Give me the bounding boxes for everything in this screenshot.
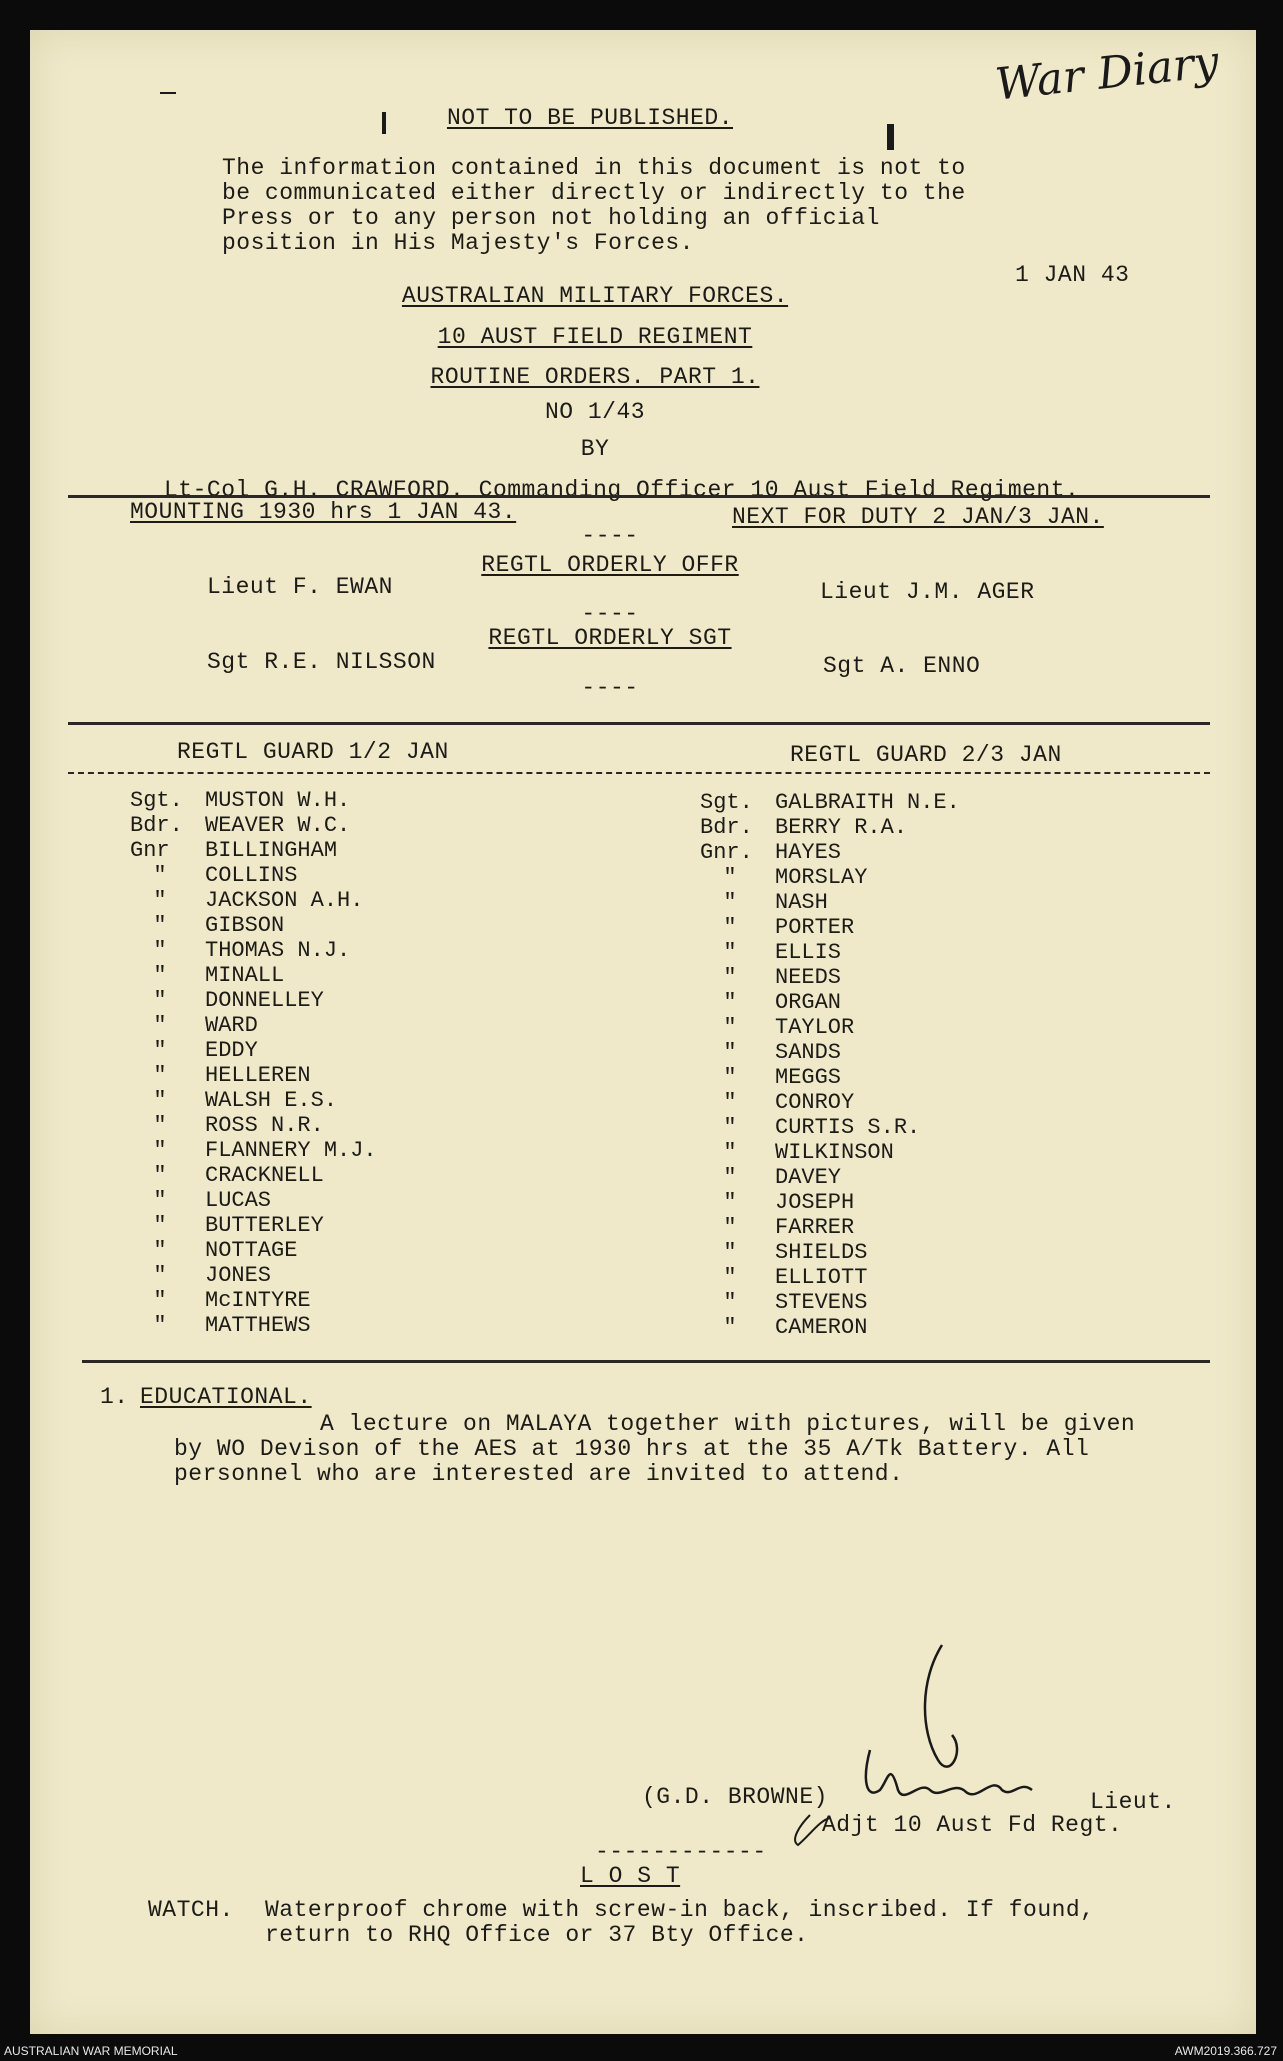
lost-heading: L O S T bbox=[580, 1863, 681, 1889]
name-cell: SHIELDS bbox=[775, 1240, 868, 1265]
name-cell: TAYLOR bbox=[775, 1015, 855, 1040]
name-cell: NEEDS bbox=[775, 965, 842, 990]
notice-line: The information contained in this document is not to bbox=[222, 155, 966, 181]
name-cell: SANDS bbox=[775, 1040, 842, 1065]
name-cell: HAYES bbox=[775, 840, 842, 865]
rank-cell: " bbox=[723, 915, 737, 940]
rank-cell: Bdr. bbox=[700, 815, 753, 840]
name-cell: WALSH E.S. bbox=[205, 1088, 338, 1113]
divider-dashed bbox=[68, 772, 1210, 774]
rank-cell: " bbox=[153, 1213, 167, 1238]
rank-cell: Bdr. bbox=[130, 813, 183, 838]
name-cell: THOMAS N.J. bbox=[205, 938, 351, 963]
ink-mark bbox=[382, 112, 386, 134]
signatory-rank: Lieut. bbox=[1090, 1789, 1176, 1815]
orderly-sgt-heading: REGTL ORDERLY SGT bbox=[488, 625, 732, 651]
section-number: 1. bbox=[100, 1384, 129, 1410]
by-label: BY bbox=[580, 436, 610, 462]
rank-cell: " bbox=[153, 1263, 167, 1288]
name-cell: NASH bbox=[775, 890, 828, 915]
name-cell: ROSS N.R. bbox=[205, 1113, 324, 1138]
educational-heading: EDUCATIONAL. bbox=[140, 1384, 312, 1410]
rank-cell: " bbox=[723, 890, 737, 915]
name-cell: ORGAN bbox=[775, 990, 842, 1015]
name-cell: ELLIS bbox=[775, 940, 842, 965]
educational-line: by WO Devison of the AES at 1930 hrs at the 35 A/Tk Battery. All bbox=[174, 1436, 1090, 1462]
rank-cell: Sgt. bbox=[700, 790, 753, 815]
name-cell: FARRER bbox=[775, 1215, 855, 1240]
notice-line: Press or to any person not holding an official bbox=[222, 205, 880, 231]
name-cell: JONES bbox=[205, 1263, 272, 1288]
guard-left-heading: REGTL GUARD 1/2 JAN bbox=[177, 739, 449, 765]
orderly-officer-next: Lieut J.M. AGER bbox=[820, 579, 1035, 605]
rank-cell: " bbox=[153, 1313, 167, 1338]
rank-cell: " bbox=[153, 1063, 167, 1088]
name-cell: GALBRAITH N.E. bbox=[775, 790, 960, 815]
rank-cell: " bbox=[723, 1290, 737, 1315]
divider-rule bbox=[68, 495, 1210, 498]
name-cell: CRACKNELL bbox=[205, 1163, 324, 1188]
name-cell: CAMERON bbox=[775, 1315, 868, 1340]
rank-cell: " bbox=[153, 1113, 167, 1138]
rank-cell: " bbox=[723, 965, 737, 990]
name-cell: WEAVER W.C. bbox=[205, 813, 351, 838]
orderly-officer-current: Lieut F. EWAN bbox=[207, 574, 393, 600]
rank-cell: " bbox=[153, 988, 167, 1013]
name-cell: GIBSON bbox=[205, 913, 285, 938]
name-cell: MUSTON W.H. bbox=[205, 788, 351, 813]
rank-cell: " bbox=[153, 1038, 167, 1063]
name-cell: ELLIOTT bbox=[775, 1265, 868, 1290]
signatory-title: Adjt 10 Aust Fd Regt. bbox=[822, 1812, 1123, 1838]
name-cell: BILLINGHAM bbox=[205, 838, 338, 863]
name-cell: MORSLAY bbox=[775, 865, 868, 890]
rank-cell: " bbox=[723, 990, 737, 1015]
signatory-name: (G.D. BROWNE) bbox=[642, 1784, 828, 1810]
name-cell: PORTER bbox=[775, 915, 855, 940]
name-cell: FLANNERY M.J. bbox=[205, 1138, 377, 1163]
notice-line: position in His Majesty's Forces. bbox=[222, 230, 694, 256]
rank-cell: Sgt. bbox=[130, 788, 183, 813]
rank-cell: " bbox=[153, 888, 167, 913]
name-cell: DAVEY bbox=[775, 1165, 842, 1190]
rank-cell: " bbox=[153, 938, 167, 963]
name-cell: WILKINSON bbox=[775, 1140, 894, 1165]
order-date: 1 JAN 43 bbox=[1015, 262, 1130, 288]
name-cell: LUCAS bbox=[205, 1188, 272, 1213]
orderly-sgt-current: Sgt R.E. NILSSON bbox=[207, 649, 436, 675]
name-cell: CURTIS S.R. bbox=[775, 1115, 921, 1140]
guard-right-names bbox=[775, 790, 960, 1340]
separator: ---- bbox=[581, 675, 639, 701]
guard-left-names bbox=[205, 788, 377, 1338]
rank-cell: " bbox=[153, 863, 167, 888]
rank-cell: " bbox=[723, 1240, 737, 1265]
rank-cell: Gnr. bbox=[700, 840, 753, 865]
rank-cell: " bbox=[723, 1065, 737, 1090]
name-cell: BERRY R.A. bbox=[775, 815, 908, 840]
rank-cell: " bbox=[153, 1163, 167, 1188]
separator: ---- bbox=[581, 523, 639, 549]
rank-cell: " bbox=[153, 963, 167, 988]
name-cell: STEVENS bbox=[775, 1290, 868, 1315]
rank-cell: " bbox=[723, 940, 737, 965]
unit-heading: 10 AUST FIELD REGIMENT bbox=[437, 324, 753, 350]
name-cell: MINALL bbox=[205, 963, 285, 988]
name-cell: MEGGS bbox=[775, 1065, 842, 1090]
name-cell: EDDY bbox=[205, 1038, 258, 1063]
name-cell: DONNELLEY bbox=[205, 988, 324, 1013]
commanding-officer: Lt-Col G.H. CRAWFORD. Commanding Officer 10 Aust Field Regiment. bbox=[164, 477, 1080, 503]
rank-cell: " bbox=[723, 1090, 737, 1115]
educational-line: personnel who are interested are invited to attend. bbox=[174, 1461, 904, 1487]
separator: ---- bbox=[581, 601, 639, 627]
name-cell: McINTYRE bbox=[205, 1288, 311, 1313]
org-heading: AUSTRALIAN MILITARY FORCES. bbox=[401, 283, 789, 309]
restriction-heading: NOT TO BE PUBLISHED. bbox=[446, 105, 734, 131]
divider-rule bbox=[68, 722, 1210, 725]
lost-item: WATCH. bbox=[148, 1897, 234, 1923]
rank-cell: " bbox=[723, 1215, 737, 1240]
rank-cell: " bbox=[153, 1138, 167, 1163]
rank-cell: " bbox=[153, 1288, 167, 1313]
rank-cell: " bbox=[723, 865, 737, 890]
rank-cell: " bbox=[153, 1088, 167, 1113]
name-cell: CONROY bbox=[775, 1090, 855, 1115]
notice-line: be communicated either directly or indirectly to the bbox=[222, 180, 966, 206]
name-cell: BUTTERLEY bbox=[205, 1213, 324, 1238]
rank-cell: " bbox=[723, 1040, 737, 1065]
rank-cell: Gnr bbox=[130, 838, 170, 863]
divider-rule bbox=[82, 1360, 1210, 1363]
lost-return-instructions: return to RHQ Office or 37 Bty Office. bbox=[265, 1922, 809, 1948]
name-cell: WARD bbox=[205, 1013, 258, 1038]
separator-dashes: ------------ bbox=[595, 1839, 767, 1865]
name-cell: MATTHEWS bbox=[205, 1313, 311, 1338]
footer-reference: AWM2019.366.727 bbox=[1174, 2044, 1277, 2058]
rank-cell: " bbox=[723, 1015, 737, 1040]
mounting-time: MOUNTING 1930 hrs 1 JAN 43. bbox=[130, 499, 517, 525]
rank-cell: " bbox=[723, 1115, 737, 1140]
rank-cell: " bbox=[723, 1190, 737, 1215]
rank-cell: " bbox=[723, 1315, 737, 1340]
guard-right-ranks bbox=[700, 790, 760, 1340]
name-cell: COLLINS bbox=[205, 863, 298, 888]
guard-left-ranks bbox=[130, 788, 190, 1338]
name-cell: JACKSON A.H. bbox=[205, 888, 364, 913]
ink-mark bbox=[160, 92, 176, 94]
next-for-duty: NEXT FOR DUTY 2 JAN/3 JAN. bbox=[732, 504, 1104, 530]
order-number: NO 1/43 bbox=[544, 399, 646, 425]
rank-cell: " bbox=[723, 1140, 737, 1165]
lost-description: Waterproof chrome with screw-in back, inscribed. If found, bbox=[265, 1897, 1095, 1923]
rank-cell: " bbox=[153, 1188, 167, 1213]
handwritten-war-diary-note: War Diary bbox=[992, 36, 1222, 111]
name-cell: HELLEREN bbox=[205, 1063, 311, 1088]
educational-line: A lecture on MALAYA together with pictures, will be given bbox=[320, 1411, 1136, 1437]
footer-credit: AUSTRALIAN WAR MEMORIAL bbox=[4, 2044, 178, 2058]
orderly-officer-heading: REGTL ORDERLY OFFR bbox=[481, 552, 739, 578]
orderly-sgt-next: Sgt A. ENNO bbox=[823, 653, 981, 679]
rank-cell: " bbox=[153, 1238, 167, 1263]
guard-right-heading: REGTL GUARD 2/3 JAN bbox=[790, 742, 1062, 768]
rank-cell: " bbox=[723, 1165, 737, 1190]
name-cell: JOSEPH bbox=[775, 1190, 855, 1215]
name-cell: NOTTAGE bbox=[205, 1238, 298, 1263]
rank-cell: " bbox=[153, 913, 167, 938]
routine-orders-title: ROUTINE ORDERS. PART 1. bbox=[430, 364, 760, 390]
rank-cell: " bbox=[153, 1013, 167, 1038]
ink-mark bbox=[887, 124, 894, 150]
rank-cell: " bbox=[723, 1265, 737, 1290]
